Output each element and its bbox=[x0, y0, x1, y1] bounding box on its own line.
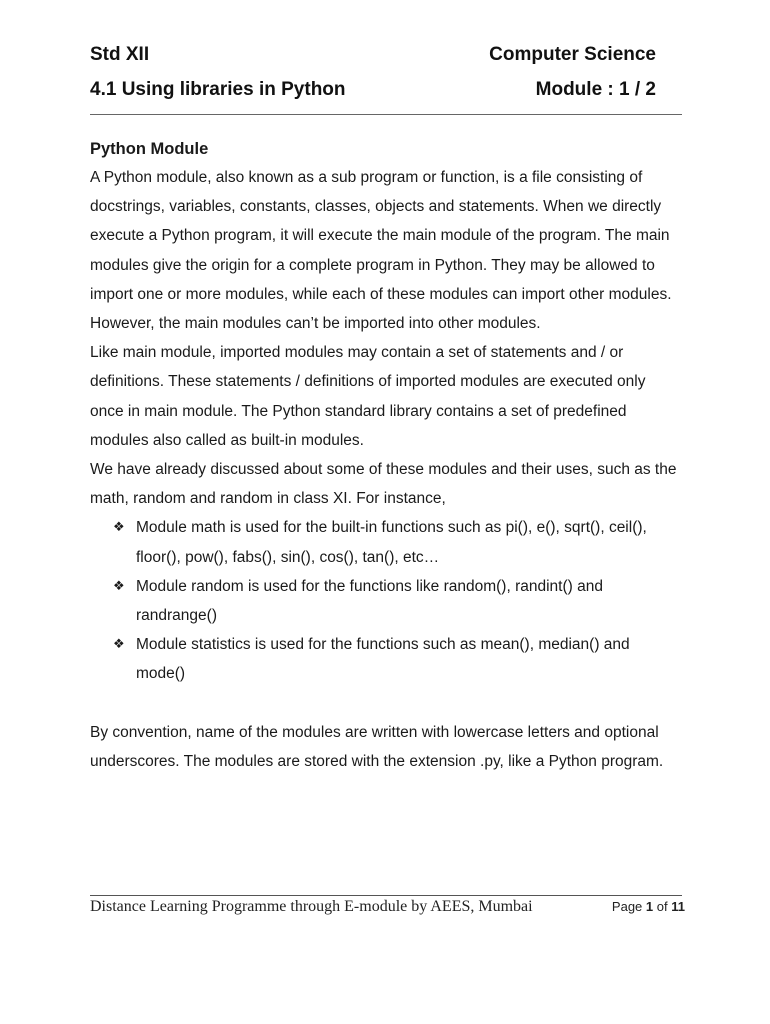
page-body bbox=[90, 135, 683, 776]
list-item-text: Module random is used for the functions like random(), randint() and randrange() bbox=[136, 577, 603, 625]
module-label: Module : 1 / 2 bbox=[535, 79, 656, 100]
list-item bbox=[90, 572, 683, 630]
list-item bbox=[90, 630, 683, 688]
page-footer bbox=[90, 898, 685, 916]
page-indicator bbox=[612, 899, 685, 914]
list-item-text: Module math is used for the built-in functions such as pi(), e(), sqrt(), ceil(), floor(), pow(), fabs(), sin(), cos(), tan(), etc… bbox=[136, 519, 647, 566]
page-number: 1 bbox=[645, 899, 654, 914]
chapter-title: 4.1 Using libraries in Python bbox=[90, 79, 346, 100]
diamond-bullet-icon: ❖ bbox=[113, 520, 125, 536]
closing-paragraph: By convention, name of the modules are written with lowercase letters and optional underscores. The modules are stored with the extension .py, like a Python program. bbox=[90, 723, 664, 770]
paragraph-1: A Python module, also known as a sub program or function, is a file consisting of docstrings, variables, constants, classes, objects and statements. When we directly execute a Python program, it will execute the main module of the program. The main modules give the origin for a complete program in Python. They may be allowed to import one or more modules, while each of these modules can import other modules. However, the main modules can’t be imported into other modules. bbox=[90, 169, 672, 333]
of-label: of bbox=[656, 899, 668, 914]
section-title: Python Module bbox=[90, 140, 209, 158]
diamond-bullet-icon: ❖ bbox=[113, 637, 125, 653]
page-label: Page bbox=[611, 899, 643, 914]
footer-divider bbox=[90, 895, 682, 896]
list-item-text: Module statistics is used for the functions such as mean(), median() and mode() bbox=[136, 636, 630, 683]
paragraph-2: Like main module, imported modules may contain a set of statements and / or definitions. These statements / definitions of imported modules are executed only once in main module. The Python standard library contains a set of predefined modules also called as built-in modules. bbox=[90, 344, 646, 449]
module-list bbox=[90, 513, 683, 688]
subject-label: Computer Science bbox=[489, 44, 656, 65]
class-label: Std XII bbox=[90, 44, 150, 65]
list-item bbox=[90, 513, 683, 571]
page-total: 11 bbox=[671, 899, 685, 914]
paragraph-3: We have already discussed about some of these modules and their uses, such as the math, random and random in class XI. For instance, bbox=[90, 461, 677, 508]
spacer bbox=[90, 689, 683, 718]
document-page bbox=[90, 0, 683, 1024]
diamond-bullet-icon: ❖ bbox=[113, 578, 125, 594]
footer-text: Distance Learning Programme through E-module by AEES, Mumbai bbox=[90, 898, 533, 915]
header-row-top bbox=[90, 44, 656, 66]
header-row-sub bbox=[90, 79, 656, 101]
header-divider bbox=[90, 114, 682, 115]
